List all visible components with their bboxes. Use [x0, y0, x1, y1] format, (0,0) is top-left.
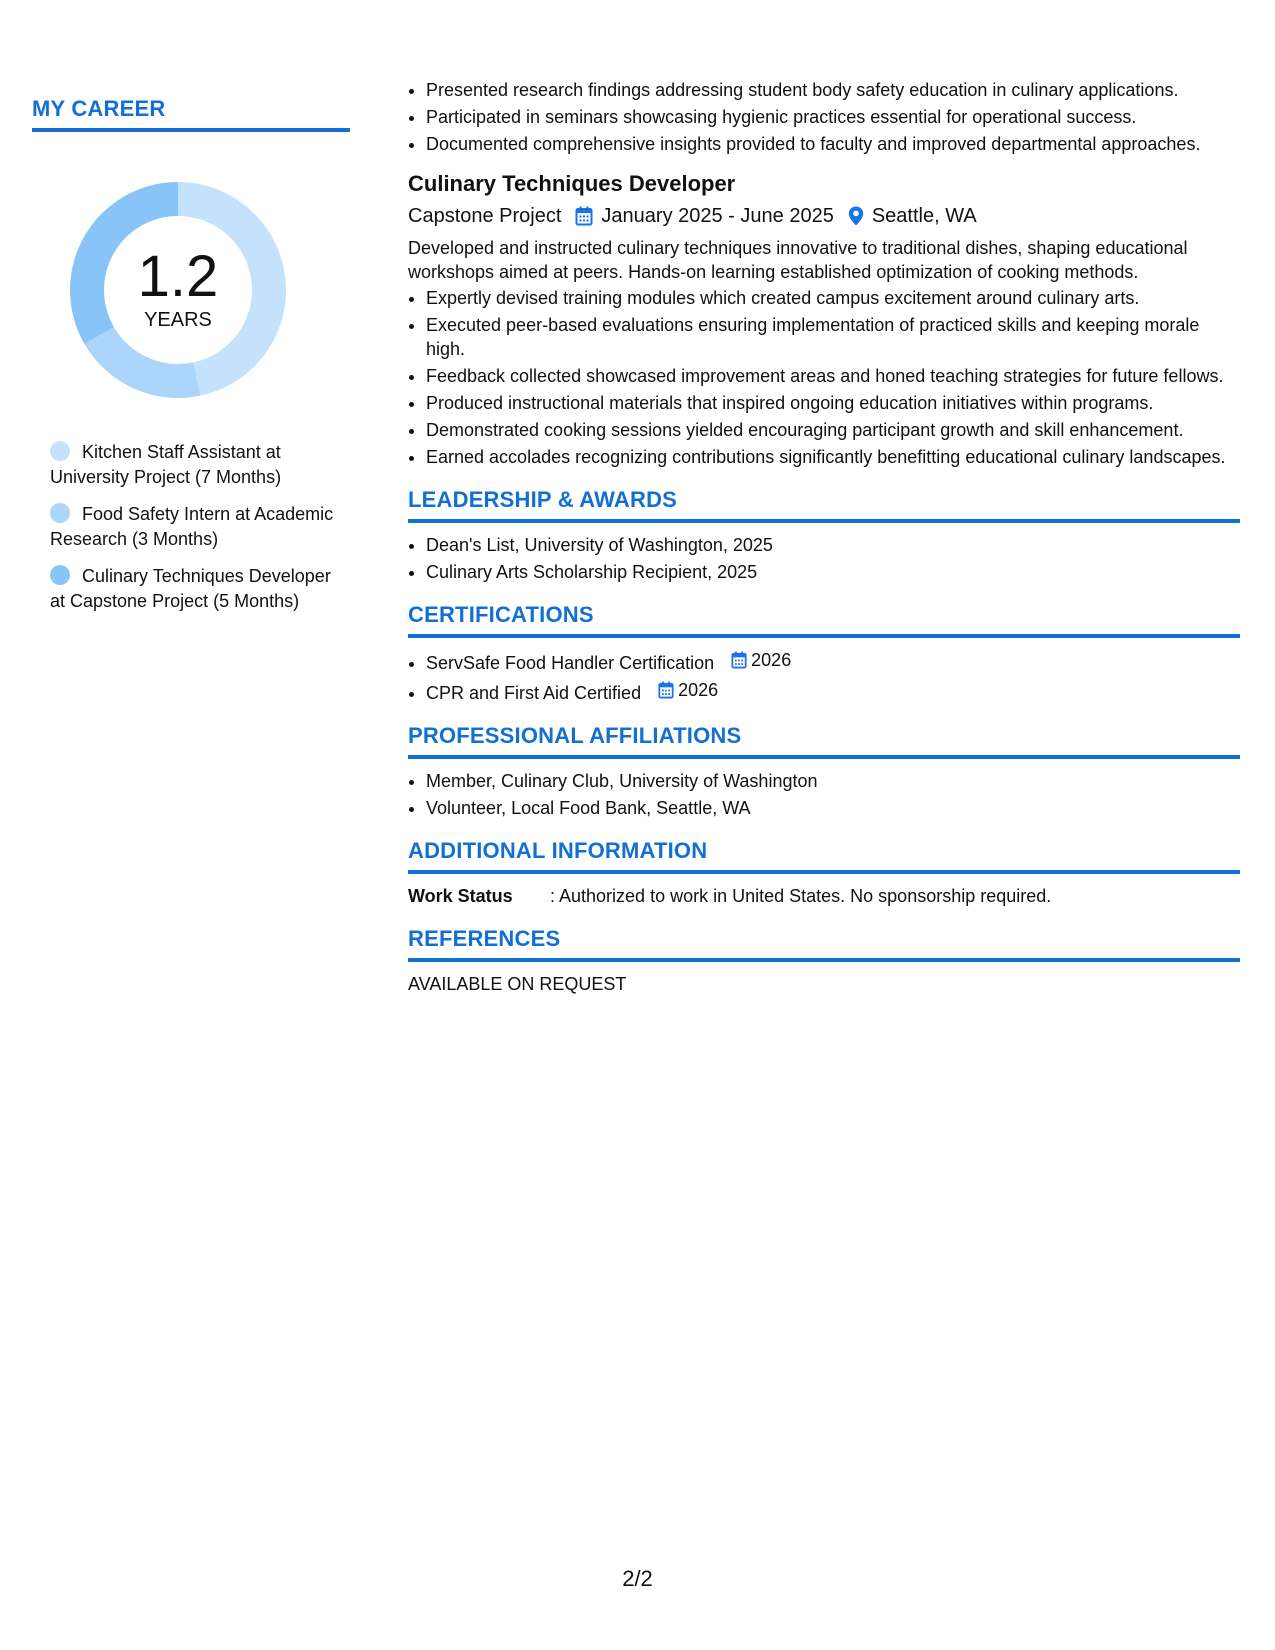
affiliations-heading: PROFESSIONAL AFFILIATIONS — [408, 723, 1240, 759]
legend-label: Food Safety Intern at Academic Research (3 Months) — [50, 504, 334, 549]
legend-dot — [50, 503, 70, 523]
calendar-icon — [731, 651, 747, 669]
list-item: • Demonstrated cooking sessions yielded encouraging participant growth and skill enhancement. — [426, 418, 1240, 442]
list-item: • Expertly devised training modules which created campus excitement around culinary arts. — [426, 286, 1240, 310]
list-item: • Documented comprehensive insights provided to faculty and improved departmental approaches. — [426, 132, 1240, 156]
list-item: • Produced instructional materials that inspired ongoing education initiatives within programs. — [426, 391, 1240, 415]
job-dates: January 2025 - June 2025 — [601, 205, 834, 227]
additional-heading: ADDITIONAL INFORMATION — [408, 838, 1240, 874]
certification-name: CPR and First Aid Certified — [426, 683, 642, 703]
certifications-list — [408, 648, 1240, 705]
certification-year: 2026 — [678, 680, 719, 700]
list-item: • Volunteer, Local Food Bank, Seattle, WA — [426, 796, 1240, 820]
work-status-row — [408, 884, 1240, 908]
previous-job-bullets — [408, 78, 1240, 156]
certification-name: ServSafe Food Handler Certification — [426, 653, 715, 673]
certifications-section — [408, 602, 1240, 705]
legend-item — [50, 502, 340, 552]
work-status-value: : Authorized to work in United States. No sponsorship required. — [550, 886, 1052, 906]
list-item — [426, 678, 1240, 705]
job-meta — [408, 202, 1240, 230]
legend-item — [50, 440, 340, 490]
list-item: • Executed peer-based evaluations ensuring implementation of practiced skills and keeping morale high. — [426, 313, 1240, 361]
leadership-section — [408, 487, 1240, 584]
map-pin-icon — [848, 206, 864, 226]
list-item: • Feedback collected showcased improvement areas and honed teaching strategies for future fellows. — [426, 364, 1240, 388]
job-summary: Developed and instructed culinary techniques innovative to traditional dishes, shaping educational workshops aimed at peers. Hands-on learning established optimization of cooking methods. — [408, 238, 1188, 282]
references-heading: REFERENCES — [408, 926, 1240, 962]
list-item — [426, 648, 1240, 675]
job-location: Seattle, WA — [871, 205, 977, 227]
list-item: • Presented research findings addressing student body safety education in culinary applications. — [426, 78, 1240, 102]
list-item: • Participated in seminars showcasing hygienic practices essential for operational success. — [426, 105, 1240, 129]
career-total-value: 1.2 — [137, 244, 219, 309]
job-organization: Capstone Project — [408, 205, 562, 227]
work-status-label: Work Status — [408, 886, 513, 906]
certifications-heading: CERTIFICATIONS — [408, 602, 1240, 638]
references-text: AVAILABLE ON REQUEST — [408, 974, 627, 994]
legend-label: Kitchen Staff Assistant at University Project (7 Months) — [50, 442, 282, 487]
page-number: 2/2 — [622, 1566, 653, 1591]
calendar-icon — [575, 206, 593, 226]
additional-section — [408, 838, 1240, 908]
career-total-unit: YEARS — [144, 309, 212, 331]
career-donut-chart — [64, 176, 292, 404]
calendar-icon — [658, 681, 674, 699]
main-content — [408, 78, 1240, 996]
certification-year: 2026 — [751, 650, 792, 670]
list-item: • Member, Culinary Club, University of Washington — [426, 769, 1240, 793]
legend-dot — [50, 565, 70, 585]
affiliations-list — [408, 769, 1240, 820]
career-sidebar — [32, 96, 350, 626]
leadership-list — [408, 533, 1240, 584]
job-bullets — [408, 286, 1240, 469]
legend-label: Culinary Techniques Developer at Capstone Project (5 Months) — [50, 566, 331, 611]
legend-dot — [50, 441, 70, 461]
leadership-heading: LEADERSHIP & AWARDS — [408, 487, 1240, 523]
legend-item — [50, 564, 340, 614]
certification-date — [658, 678, 718, 702]
references-section — [408, 926, 1240, 996]
job-title: Culinary Techniques Developer — [408, 171, 736, 196]
list-item: • Earned accolades recognizing contributions significantly benefitting educational culinary landscapes. — [426, 445, 1240, 469]
career-heading: MY CAREER — [32, 96, 350, 132]
certification-date — [731, 648, 791, 672]
list-item: • Culinary Arts Scholarship Recipient, 2025 — [426, 560, 1240, 584]
list-item: • Dean's List, University of Washington, 2025 — [426, 533, 1240, 557]
career-legend — [50, 440, 340, 614]
donut-center — [64, 176, 292, 404]
affiliations-section — [408, 723, 1240, 820]
